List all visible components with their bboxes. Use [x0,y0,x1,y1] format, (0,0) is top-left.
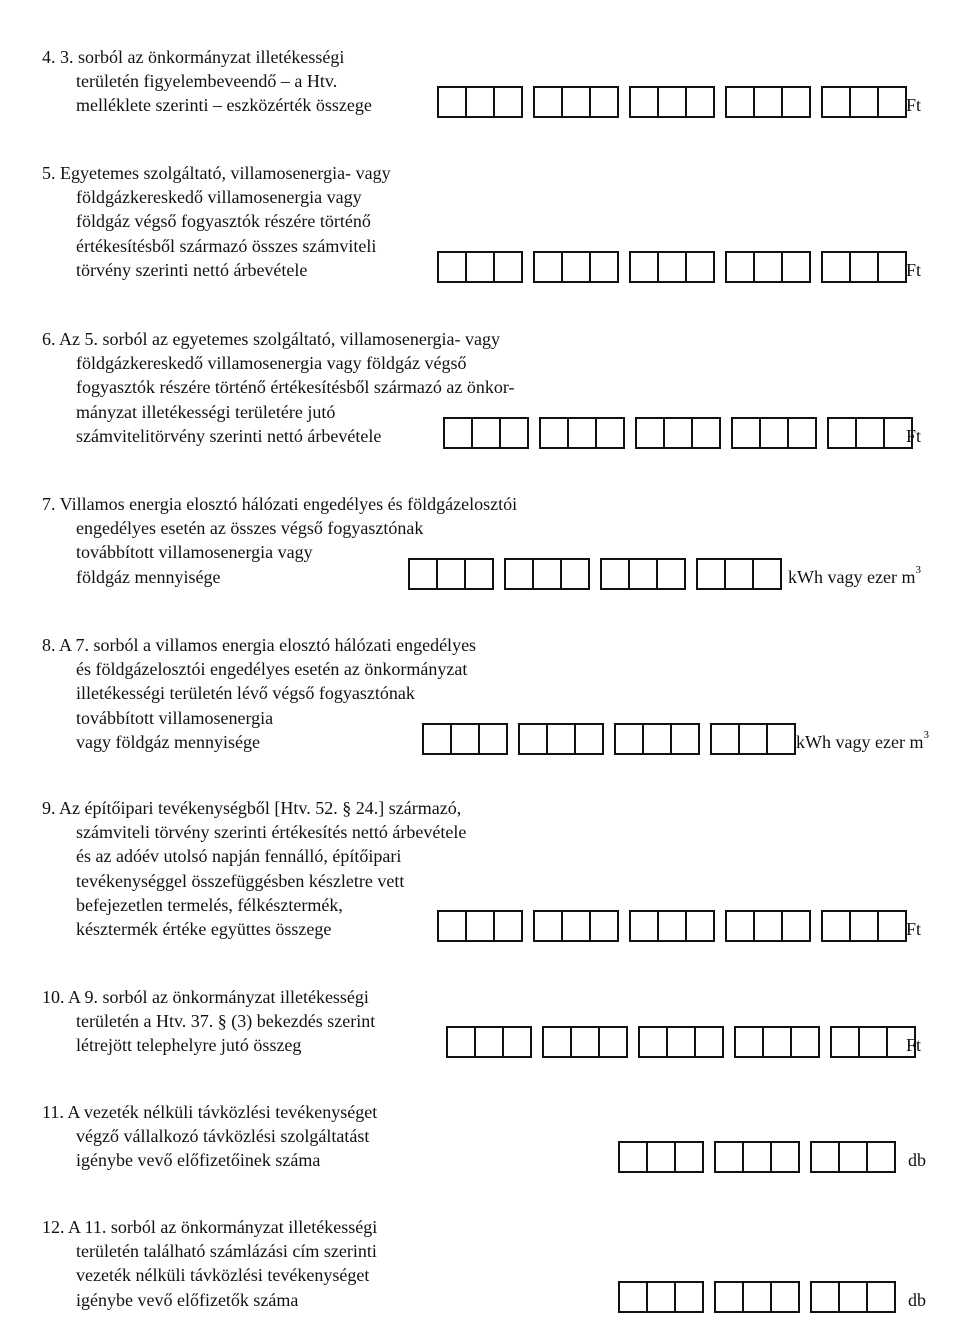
row-label-line: fogyasztók részére történő értékesítésből származó az önkor- [76,377,515,398]
digit-cell[interactable] [563,253,591,281]
digit-cell[interactable] [698,560,726,588]
digit-cell[interactable] [812,1283,840,1311]
row-label-line: továbbított villamosenergia [76,707,274,728]
row-label-line: 4. 3. sorból az önkormányzat illetékességi [42,47,345,67]
digit-cell[interactable] [648,1283,676,1311]
row-label-line: mányzat illetékességi területére jutó [76,401,336,422]
row-label-line: tevékenységgel összefüggésben készletre vett [76,870,405,891]
digit-cell[interactable] [783,253,809,281]
unit-text: db [908,1289,926,1310]
digit-cell[interactable] [410,560,438,588]
digit-group[interactable] [443,417,529,449]
unit-label [796,728,929,755]
digit-cell[interactable] [687,912,713,940]
digit-cell[interactable] [506,560,534,588]
digit-cell[interactable] [761,419,789,447]
digit-cell[interactable] [768,725,794,753]
digit-cell[interactable] [572,1028,600,1056]
digit-cell[interactable] [600,1028,626,1056]
row-label-line: 6. Az 5. sorból az egyetemes szolgáltató, villamosenergia- vagy [42,329,501,349]
row-label-line: földgáz mennyisége [76,566,221,587]
digit-cell[interactable] [772,1143,798,1171]
digit-cell[interactable] [535,253,563,281]
digit-cell[interactable] [736,1028,764,1056]
digit-cell[interactable] [495,253,521,281]
digit-cell[interactable] [840,1283,868,1311]
digit-group[interactable] [542,1026,628,1058]
digit-group[interactable] [731,417,817,449]
digit-cell[interactable] [616,725,644,753]
row-label-line: számviteli törvény szerinti értékesítés nettó árbevétele [76,822,467,843]
digit-cell[interactable] [597,419,623,447]
row-label-line: 9. Az építőipari tevékenységből [Htv. 52. § 24.] származó, [42,798,462,818]
digit-cell[interactable] [452,725,480,753]
digit-group[interactable] [827,417,913,449]
row-label-line: számvitelitörvény szerinti nettó árbevétele [76,425,382,446]
digit-cell[interactable] [658,560,684,588]
digit-cell[interactable] [716,1283,744,1311]
row-label-line: engedélyes esetén az összes végső fogyasztónak [76,518,424,539]
unit-label [788,563,921,590]
unit-label [906,918,921,942]
digit-group[interactable] [600,558,686,590]
digit-cell[interactable] [439,912,467,940]
digit-cell[interactable] [851,253,879,281]
row-label-line: 7. Villamos energia elosztó hálózati engedélyes és földgázelosztói [42,494,518,514]
digit-cell[interactable] [520,725,548,753]
row-label-line: igénybe vevő előfizetők száma [76,1289,299,1310]
digit-cell[interactable] [648,1143,676,1171]
digit-cell[interactable] [467,912,495,940]
row-label-line: 11. A vezeték nélküli távközlési tevékenységet [42,1102,378,1122]
digit-cell[interactable] [857,419,885,447]
digit-cell[interactable] [448,1028,476,1056]
digit-group[interactable] [810,1281,896,1313]
row-label-line: földgázkereskedő villamosenergia vagy [76,187,362,208]
digit-cell[interactable] [665,419,693,447]
row-label-line: és az adóév utolsó napján fennálló, építőipari [76,846,402,867]
digit-cell[interactable] [576,725,602,753]
unit-text: Ft [906,919,922,939]
unit-label [908,1289,926,1313]
digit-cell[interactable] [823,88,851,116]
digit-cell[interactable] [563,912,591,940]
digit-cell[interactable] [534,560,562,588]
digit-cell[interactable] [726,560,754,588]
digit-group[interactable] [714,1141,800,1173]
digit-cell[interactable] [563,88,591,116]
digit-cell[interactable] [591,912,617,940]
digit-cell[interactable] [535,912,563,940]
digit-group[interactable] [533,251,619,283]
digit-cell[interactable] [823,253,851,281]
digit-group[interactable] [618,1141,704,1173]
unit-label [908,1149,926,1173]
unit-label [906,1034,921,1058]
digit-group[interactable] [821,251,907,283]
digit-cell[interactable] [860,1028,888,1056]
digit-cell[interactable] [445,419,473,447]
digit-cell[interactable] [812,1143,840,1171]
digit-cell[interactable] [631,912,659,940]
digit-cell[interactable] [467,88,495,116]
digit-group[interactable] [810,1141,896,1173]
digit-group[interactable] [437,251,523,283]
digit-cell[interactable] [620,1143,648,1171]
digit-cell[interactable] [659,88,687,116]
digit-group[interactable] [618,1281,704,1313]
unit-superscript: 3 [923,728,929,741]
digit-cell[interactable] [544,1028,572,1056]
row-label-line: területén található számlázási cím szerinti [76,1241,377,1262]
digit-group[interactable] [710,723,796,755]
digit-cell[interactable] [640,1028,668,1056]
digit-cell[interactable] [439,88,467,116]
digit-cell[interactable] [424,725,452,753]
digit-cell[interactable] [744,1283,772,1311]
unit-text: kWh vagy ezer m [796,731,924,752]
digit-cell[interactable] [495,912,521,940]
unit-label [906,94,921,118]
digit-group[interactable] [446,1026,532,1058]
digit-group[interactable] [533,910,619,942]
digit-cell[interactable] [727,912,755,940]
digit-cell[interactable] [644,725,672,753]
digit-cell[interactable] [693,419,719,447]
digit-cell[interactable] [851,88,879,116]
digit-group[interactable] [614,723,700,755]
row-label-line: vagy földgáz mennyisége [76,731,260,752]
digit-cell[interactable] [764,1028,792,1056]
digit-cell[interactable] [687,88,713,116]
row-label-line: értékesítésből származó összes számviteli [76,235,377,256]
digit-cell[interactable] [548,725,576,753]
row-label-line: illetékességi területén lévő végső fogyasztónak [76,683,415,704]
unit-text: kWh vagy ezer m [788,566,916,587]
digit-cell[interactable] [439,253,467,281]
digit-cell[interactable] [712,725,740,753]
digit-cell[interactable] [840,1143,868,1171]
digit-cell[interactable] [668,1028,696,1056]
digit-cell[interactable] [792,1028,818,1056]
digit-cell[interactable] [744,1143,772,1171]
digit-cell[interactable] [879,912,905,940]
digit-group[interactable] [725,251,811,283]
digit-cell[interactable] [783,912,809,940]
digit-cell[interactable] [823,912,851,940]
digit-group[interactable] [408,558,494,590]
digit-cell[interactable] [755,88,783,116]
digit-group[interactable] [714,1281,800,1313]
row-label-line: igénybe vevő előfizetőinek száma [76,1150,321,1171]
digit-cell[interactable] [495,88,521,116]
row-label-line: késztermék értéke együttes összege [76,919,332,939]
digit-cell[interactable] [696,1028,722,1056]
digit-cell[interactable] [562,560,588,588]
unit-text: Ft [906,259,922,280]
row-label-line: törvény szerinti nettó árbevétele [76,259,308,280]
digit-cell[interactable] [755,253,783,281]
digit-cell[interactable] [879,88,905,116]
digit-cell[interactable] [569,419,597,447]
digit-group[interactable] [638,1026,724,1058]
digit-cell[interactable] [851,912,879,940]
digit-cell[interactable] [868,1283,894,1311]
digit-group[interactable] [518,723,604,755]
digit-cell[interactable] [620,1283,648,1311]
unit-label [906,259,921,283]
digit-cell[interactable] [602,560,630,588]
digit-group[interactable] [821,910,907,942]
digit-cell[interactable] [480,725,506,753]
row-label-line: 10. A 9. sorból az önkormányzat illetékességi [42,987,369,1007]
digit-cell[interactable] [591,88,617,116]
digit-group[interactable] [629,251,715,283]
digit-cell[interactable] [630,560,658,588]
row-label-line: 12. A 11. sorból az önkormányzat illetékességi [42,1217,378,1237]
digit-cell[interactable] [466,560,492,588]
unit-text: Ft [906,1035,922,1056]
digit-cell[interactable] [829,419,857,447]
digit-cell[interactable] [740,725,768,753]
digit-group[interactable] [533,86,619,118]
digit-cell[interactable] [631,88,659,116]
row-label-line: létrejött telephelyre jutó összeg [76,1035,302,1056]
digit-group[interactable] [821,86,907,118]
digit-cell[interactable] [637,419,665,447]
digit-cell[interactable] [467,253,495,281]
digit-group[interactable] [539,417,625,449]
digit-cell[interactable] [687,253,713,281]
unit-text: Ft [906,95,922,116]
digit-group[interactable] [629,910,715,942]
digit-cell[interactable] [727,253,755,281]
row-label-line: területén a Htv. 37. § (3) bekezdés szerint [76,1011,376,1032]
digit-group[interactable] [734,1026,820,1058]
digit-cell[interactable] [676,1143,702,1171]
digit-cell[interactable] [783,88,809,116]
digit-group[interactable] [629,86,715,118]
digit-group[interactable] [437,910,523,942]
digit-cell[interactable] [716,1143,744,1171]
digit-cell[interactable] [631,253,659,281]
digit-cell[interactable] [672,725,698,753]
digit-cell[interactable] [789,419,815,447]
digit-cell[interactable] [879,253,905,281]
row-label-line: 8. A 7. sorból a villamos energia elosztó hálózati engedélyes [42,635,477,655]
row-label-line: és földgázelosztói engedélyes esetén az önkormányzat [76,659,468,680]
digit-group[interactable] [635,417,721,449]
digit-cell[interactable] [659,253,687,281]
digit-cell[interactable] [733,419,761,447]
digit-cell[interactable] [476,1028,504,1056]
digit-cell[interactable] [591,253,617,281]
digit-cell[interactable] [501,419,527,447]
digit-group[interactable] [696,558,782,590]
digit-cell[interactable] [755,912,783,940]
row-label-line: területén figyelembeveendő – a Htv. [76,71,338,92]
row-label-line: végző vállalkozó távközlési szolgáltatást [76,1126,370,1147]
digit-group[interactable] [422,723,508,755]
digit-cell[interactable] [754,560,780,588]
row-label-line: továbbított villamosenergia vagy [76,542,313,563]
row-label-line: földgáz végső fogyasztók részére történő [76,211,371,232]
digit-cell[interactable] [541,419,569,447]
digit-cell[interactable] [868,1143,894,1171]
row-label-line: 5. Egyetemes szolgáltató, villamosenergia- vagy [42,163,391,183]
digit-group[interactable] [725,86,811,118]
digit-cell[interactable] [659,912,687,940]
digit-cell[interactable] [772,1283,798,1311]
digit-group[interactable] [830,1026,916,1058]
digit-cell[interactable] [438,560,466,588]
row-label-line: befejezetlen termelés, félkésztermék, [76,894,343,915]
digit-group[interactable] [504,558,590,590]
digit-cell[interactable] [676,1283,702,1311]
digit-cell[interactable] [473,419,501,447]
unit-text: Ft [906,425,922,446]
unit-text: db [908,1150,926,1171]
digit-group[interactable] [725,910,811,942]
digit-cell[interactable] [504,1028,530,1056]
digit-group[interactable] [437,86,523,118]
row-label-line: melléklete szerinti – eszközérték összege [76,95,372,116]
unit-label [906,425,921,449]
digit-cell[interactable] [727,88,755,116]
digit-cell[interactable] [832,1028,860,1056]
row-label-line: földgázkereskedő villamosenergia vagy földgáz végső [76,353,467,374]
digit-cell[interactable] [535,88,563,116]
row-label-line: vezeték nélküli távközlési tevékenységet [76,1265,370,1286]
unit-superscript: 3 [915,563,921,576]
